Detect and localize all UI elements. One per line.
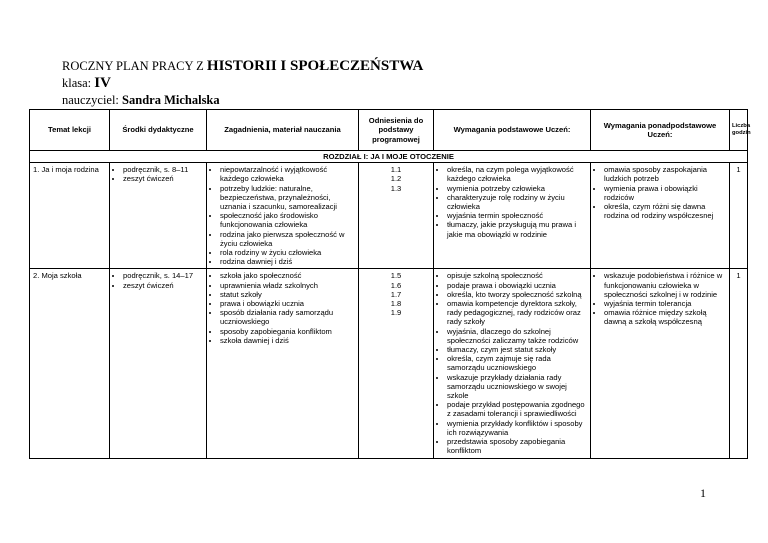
list-item: • sposób działania rady samorządu uczniowskiego: [220, 308, 355, 326]
table-header-row: [30, 110, 748, 151]
plan-title: ROCZNY PLAN PRACY Z HISTORII I SPOŁECZEŃSTWA: [62, 58, 424, 74]
reference: 1.6: [390, 280, 402, 290]
curriculum-table: [29, 109, 751, 459]
reference: 1.7: [390, 289, 402, 299]
list-item: • podręcznik, s. 8–11: [123, 165, 203, 174]
issues-material: [207, 269, 359, 458]
curriculum-references: [359, 269, 434, 458]
reference: 1.8: [390, 299, 402, 309]
basic-requirements: [434, 163, 591, 269]
list-item: • określa, na czym polega wyjątkowość każdego człowieka: [447, 165, 587, 183]
teacher-line: nauczyciel: Sandra Michalska: [62, 93, 220, 107]
column-header: Wymagania podstawowe Uczeń:: [434, 110, 591, 151]
list-item: • społeczność jako środowisko funkcjonowania człowieka: [220, 211, 355, 229]
list-item: • szkoła dawniej i dziś: [220, 336, 355, 345]
list-item: • statut szkoły: [220, 290, 355, 299]
column-header: Odniesienia do podstawy programowej: [359, 110, 434, 151]
list-item: • sposoby zapobiegania konfliktom: [220, 327, 355, 336]
list-item: • zeszyt ćwiczeń: [123, 174, 203, 183]
lesson-topic: 1. Ja i moja rodzina: [30, 163, 110, 269]
column-header: Liczba godzin: [730, 110, 748, 151]
list-item: • zeszyt ćwiczeń: [123, 281, 203, 290]
advanced-requirements: [591, 163, 730, 269]
list-item: • określa, czym różni się dawna rodzina od rodziny współczesnej: [604, 202, 726, 220]
list-item: • omawia sposoby zaspokajania ludzkich potrzeb: [604, 165, 726, 183]
list-item: • omawia kompetencje dyrektora szkoły, rady pedagogicznej, rady rodziców oraz rady szkoły: [447, 299, 587, 327]
column-header: Temat lekcji: [30, 110, 110, 151]
class-line: klasa: IV: [62, 75, 111, 91]
list-item: • niepowtarzalność i wyjątkowość każdego człowieka: [220, 165, 355, 183]
column-header: Wymagania ponadpodstawowe Uczeń:: [591, 110, 730, 151]
basic-requirements: [434, 269, 591, 458]
list-item: • wymienia prawa i obowiązki rodziców: [604, 184, 726, 202]
reference: 1.9: [390, 308, 402, 318]
list-item: • przedstawia sposoby zapobiegania konfliktom: [447, 437, 587, 455]
list-item: • omawia różnice między szkołą dawną a szkołą współczesną: [604, 308, 726, 326]
teaching-means: [110, 269, 207, 458]
list-item: • wyjaśnia, dlaczego do szkolnej społeczności zaliczamy także rodziców: [447, 327, 587, 345]
list-item: • prawa i obowiązki ucznia: [220, 299, 355, 308]
list-item: • wymienia potrzeby człowieka: [447, 184, 587, 193]
advanced-requirements: [591, 269, 730, 458]
section-title: ROZDZIAŁ I: JA I MOJE OTOCZENIE: [30, 151, 748, 163]
list-item: • wskazuje podobieństwa i różnice w funkcjonowaniu człowieka w społeczności szkolnej i w rodzinie: [604, 271, 726, 299]
list-item: • rola rodziny w życiu człowieka: [220, 248, 355, 257]
list-item: • charakteryzuje rolę rodziny w życiu człowieka: [447, 193, 587, 211]
list-item: • wymienia przykłady konfliktów i sposoby ich rozwiązywania: [447, 419, 587, 437]
column-header: Zagadnienia, materiał nauczania: [207, 110, 359, 151]
list-item: • rodzina jako pierwsza społeczność w życiu człowieka: [220, 230, 355, 248]
list-item: • określa, czym zajmuje się rada samorządu uczniowskiego: [447, 354, 587, 372]
list-item: • opisuje szkolną społeczność: [447, 271, 587, 280]
list-item: • określa, kto tworzy społeczność szkolną: [447, 290, 587, 299]
teaching-means: [110, 163, 207, 269]
section-row: [30, 151, 748, 163]
reference: 1.5: [390, 271, 402, 281]
list-item: • podaje prawa i obowiązki ucznia: [447, 281, 587, 290]
list-item: • tłumaczy, jakie przysługują mu prawa i jakie ma obowiązki w rodzinie: [447, 220, 587, 238]
list-item: • podaje przykład postępowania zgodnego z zasadami tolerancji i sprawiedliwości: [447, 400, 587, 418]
curriculum-references: [359, 163, 434, 269]
issues-material: [207, 163, 359, 269]
column-header: Środki dydaktyczne: [110, 110, 207, 151]
table-row: [30, 269, 748, 458]
page-number: 1: [700, 486, 706, 500]
hours-count: 1: [730, 163, 748, 269]
list-item: • uprawnienia władz szkolnych: [220, 281, 355, 290]
reference: 1.3: [390, 183, 402, 193]
list-item: • rodzina dawniej i dziś: [220, 257, 355, 266]
reference: 1.1: [390, 165, 402, 175]
hours-count: 1: [730, 269, 748, 458]
list-item: • wyjaśnia termin tolerancja: [604, 299, 726, 308]
list-item: • potrzeby ludzkie: naturalne, bezpieczeństwa, przynależności, uznania i szacunku, samorealizacji: [220, 184, 355, 212]
list-item: • tłumaczy, czym jest statut szkoły: [447, 345, 587, 354]
list-item: • szkoła jako społeczność: [220, 271, 355, 280]
reference: 1.2: [390, 174, 402, 184]
document-header: [62, 58, 423, 109]
list-item: • podręcznik, s. 14–17: [123, 271, 203, 280]
lesson-topic: 2. Moja szkoła: [30, 269, 110, 458]
list-item: • wyjaśnia termin społeczność: [447, 211, 587, 220]
table-row: [30, 163, 748, 269]
list-item: • wskazuje przykłady działania rady samorządu uczniowskiego w swojej szkole: [447, 373, 587, 401]
